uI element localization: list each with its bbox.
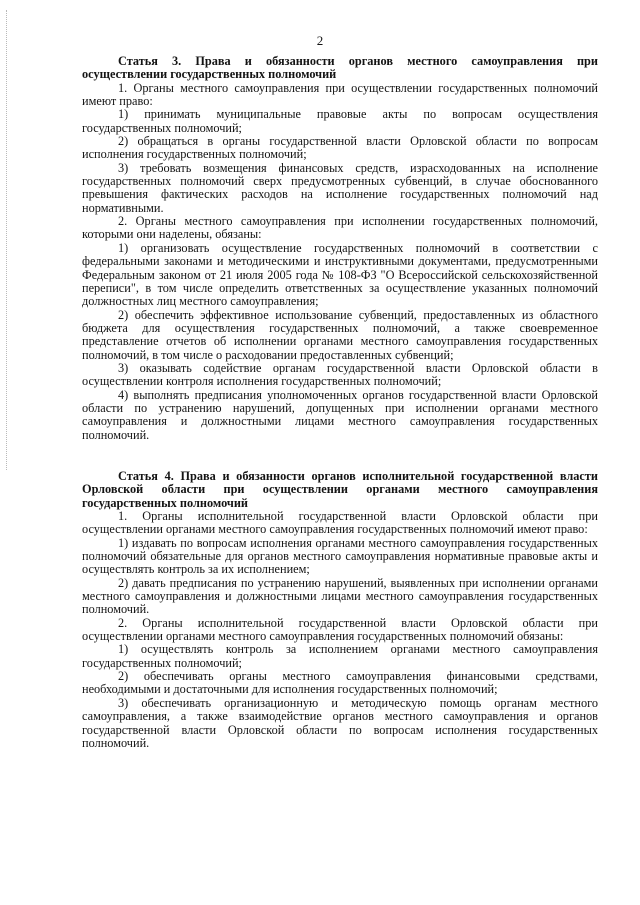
scan-margin-marks [6,10,10,470]
page-number: 2 [316,33,324,48]
article-paragraph: 1. Органы исполнительной государственной власти Орловской области при осуществлении органами местного самоуправления государственных полномочий имеют право: [82,509,598,537]
article-paragraph: 1) принимать муниципальные правовые акты по вопросам осуществления государственных полномочий; [82,107,598,135]
article-paragraph: 1) осуществлять контроль за исполнением органами местного самоуправления государственных полномочий; [82,642,598,670]
article-paragraph: 2) обращаться в органы государственной власти Орловской области по вопросам исполнения государственных полномочий; [82,134,598,162]
document-body [82,55,598,750]
article-3 [82,55,598,442]
article-title: Статья 4. Права и обязанности органов исполнительной государственной власти Орловской области при осуществлении органами местного самоуправления государственных полномочий [82,468,598,510]
article-paragraph: 2. Органы местного самоуправления при исполнении государственных полномочий, которыми они наделены, обязаны: [82,214,598,242]
article-paragraph: 2. Органы исполнительной государственной власти Орловской области при осуществлении органами местного самоуправления государственных полномочий обязаны: [82,615,598,644]
article-paragraph: 3) оказывать содействие органам государственной власти Орловской области в осуществлении контроля исполнения государственных полномочий; [82,360,598,389]
article-paragraph: 1. Органы местного самоуправления при осуществлении государственных полномочий имеют право: [82,80,598,109]
article-title: Статья 3. Права и обязанности органов местного самоуправления при осуществлении государственных полномочий [82,54,598,82]
article-4 [82,470,598,750]
article-paragraph: 2) обеспечить эффективное использование субвенций, предоставленных из областного бюджета для осуществления государственных полномочий, а также своевременное представление отчетов об исполнении органами местного самоуправления государственных полномочий, в том числе о расходовании предоставленных субвенций; [82,307,598,362]
article-paragraph: 2) давать предписания по устранению нарушений, выявленных при исполнении органами местного самоуправления и должностными лицами местного самоуправления государственных полномочий. [82,575,598,617]
article-paragraph: 1) организовать осуществление государственных полномочий в соответствии с федеральными законами и методическими и инструктивными документами, предусмотренными Федеральным законом от 21 июля 2005 года № 108-ФЗ "О Всероссийской сельскохозяйственной переписи", в том числе определить ответственных за осуществление указанных полномочий должностных лиц местного самоуправления; [82,240,598,309]
article-paragraph: 2) обеспечивать органы местного самоуправления финансовыми средствами, необходимыми и достаточными для исполнения государственных полномочий; [82,669,598,697]
article-paragraph: 1) издавать по вопросам исполнения органами местного самоуправления государственных полномочий обязательные для органов местного самоуправления нормативные правовые акты и осуществлять контроль за их исполнением; [82,535,598,577]
article-paragraph: 3) обеспечивать организационную и методическую помощь органам местного самоуправления, а также взаимодействие органов местного самоуправления и органов государственной власти Орловской области по вопросам исполнения государственных полномочий. [82,695,598,750]
article-paragraph: 4) выполнять предписания уполномоченных органов государственной власти Орловской области по устранению нарушений, допущенных при исполнении органами местного самоуправления и должностными лицами местного самоуправления государственных полномочий. [82,387,598,442]
article-paragraph: 3) требовать возмещения финансовых средств, израсходованных на исполнение государственных полномочий сверх предусмотренных субвенций, в случае обоснованного превышения фактических расходов на исполнение государственных полномочий над нормативными. [82,160,598,215]
